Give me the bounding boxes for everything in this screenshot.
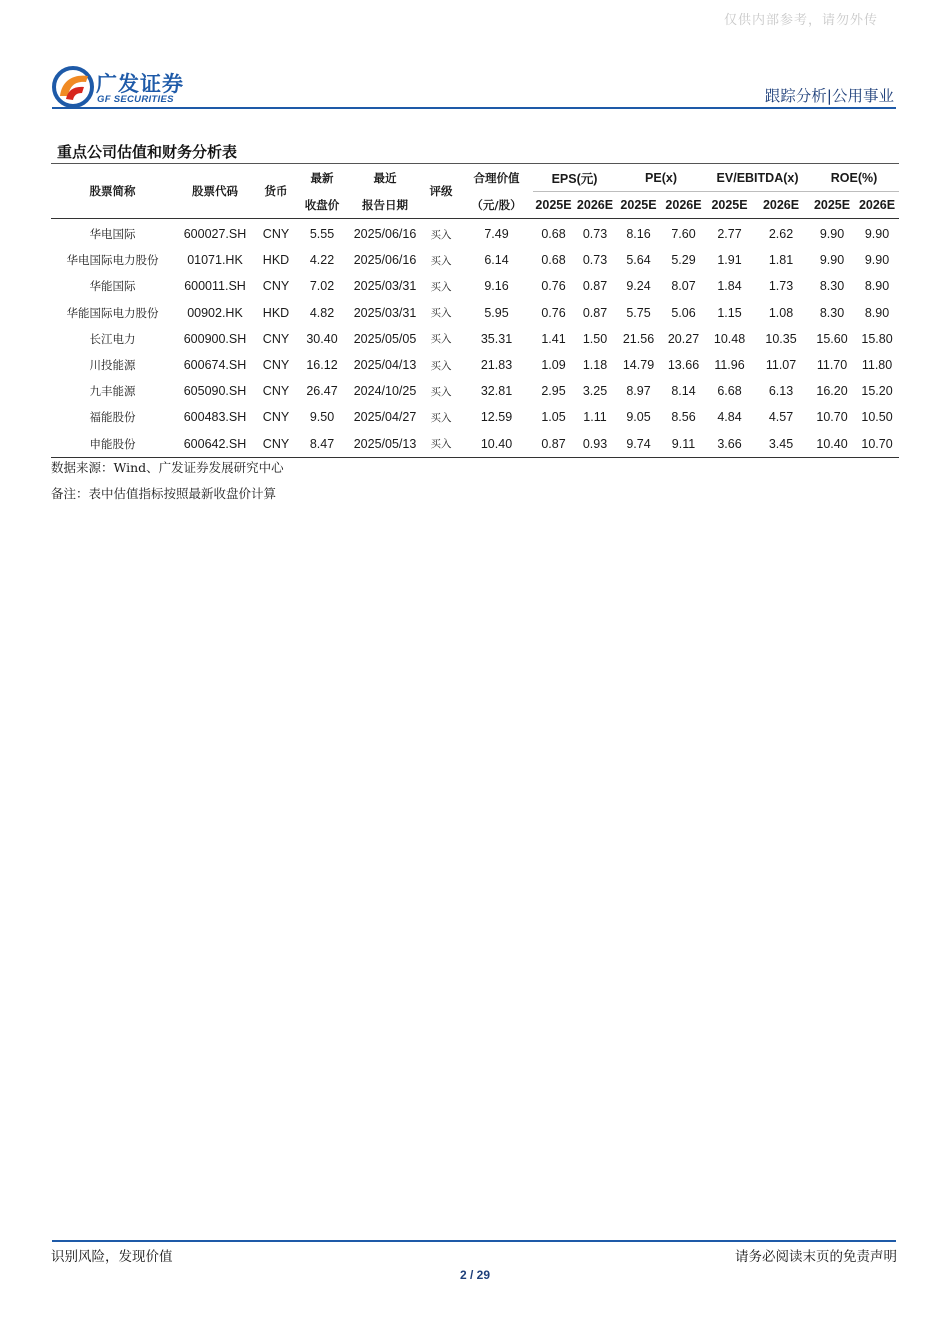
cell-pe-2025e: 14.79 [622, 358, 655, 373]
cell-price: 16.12 [306, 358, 338, 373]
table-row [51, 300, 899, 326]
header-target-1: 合理价值 [460, 164, 533, 192]
table-row [51, 378, 899, 404]
cell-ev-2026e: 2.62 [768, 227, 794, 242]
cell-ev-2025e: 11.96 [714, 358, 745, 373]
cell-code: 600674.SH [183, 358, 247, 373]
cell-target: 10.40 [460, 431, 533, 458]
table-row [51, 219, 899, 248]
cell-code: 600483.SH [183, 410, 247, 425]
cell-report-date: 2025/03/31 [353, 279, 417, 294]
footer-divider [52, 1240, 896, 1242]
cell-eps-2026e: 1.11 [583, 410, 607, 425]
cell-rating: 买入 [430, 228, 452, 241]
cell-rating: 买入 [430, 333, 452, 346]
cell-ev-2026e: 3.45 [753, 431, 809, 458]
cell-currency: HKD [262, 305, 290, 320]
cell-name: 华能国际 [89, 279, 136, 294]
cell-eps-2025e: 0.68 [541, 227, 566, 242]
cell-code: 01071.HK [187, 253, 243, 268]
cell-target: 9.16 [484, 279, 509, 294]
cell-roe-2025e: 15.60 [816, 331, 848, 346]
footer-disclaimer-link[interactable]: 请务必阅读末页的免责声明 [735, 1249, 897, 1265]
table-row [51, 326, 899, 352]
header-eps-2026e: 2026E [574, 192, 616, 219]
cell-ev-2025e: 1.91 [717, 253, 742, 268]
table-row [51, 431, 899, 458]
cell-ev-2026e: 11.07 [765, 358, 797, 373]
cell-pe-2026e: 7.60 [671, 227, 696, 242]
cell-ev-2026e: 6.13 [768, 384, 794, 399]
cell-currency: CNY [262, 331, 290, 346]
cell-target: 7.49 [484, 227, 509, 242]
cell-roe-2026e: 11.80 [861, 358, 893, 373]
cell-price: 4.82 [309, 305, 335, 320]
header-roe-2025e: 2025E [809, 192, 855, 219]
cell-pe-2026e: 13.66 [667, 358, 700, 373]
header-ev-ebitda: EV/EBITDA(x) [706, 164, 809, 192]
cell-eps-2026e: 0.73 [582, 253, 608, 268]
report-section: 跟踪分析|公用事业 [764, 87, 894, 105]
cell-rating: 买入 [430, 385, 452, 398]
cell-name: 长江电力 [89, 331, 136, 346]
cell-ev-2025e: 1.15 [717, 305, 742, 320]
header-rating: 评级 [422, 164, 460, 219]
cell-target: 35.31 [480, 331, 513, 346]
cell-pe-2025e: 9.05 [626, 410, 651, 425]
valuation-table [51, 163, 899, 458]
cell-eps-2025e: 2.95 [541, 384, 566, 399]
cell-code: 600011.SH [184, 279, 246, 294]
cell-code: 605090.SH [183, 384, 247, 399]
cell-price: 9.50 [309, 410, 335, 425]
table-body [51, 219, 899, 458]
brand-name-en: GF SECURITIES [97, 94, 174, 105]
cell-pe-2026e: 5.29 [671, 253, 696, 268]
cell-pe-2025e: 5.64 [626, 253, 651, 268]
cell-report-date: 2025/05/13 [348, 431, 422, 458]
cell-eps-2025e: 0.87 [533, 431, 574, 458]
brand-name-cn: 广发证券 [96, 72, 184, 96]
cell-rating: 买入 [430, 307, 452, 320]
cell-eps-2026e: 1.18 [582, 358, 608, 373]
table-header-row [51, 164, 899, 192]
cell-name: 华电国际 [89, 227, 136, 242]
cell-target: 5.95 [484, 305, 509, 320]
cell-report-date: 2025/04/13 [353, 358, 417, 373]
cell-report-date: 2025/04/27 [353, 410, 417, 425]
cell-roe-2025e: 8.30 [819, 279, 845, 294]
cell-roe-2025e: 10.40 [809, 431, 855, 458]
watermark: 仅供内部参考，请勿外传 [723, 13, 878, 28]
cell-currency: CNY [262, 279, 290, 294]
remark-note: 备注：表中估值指标按照最新收盘价计算 [51, 486, 277, 501]
cell-roe-2026e: 15.80 [861, 331, 893, 346]
cell-eps-2026e: 0.73 [582, 227, 608, 242]
header-pe-2025e: 2025E [616, 192, 661, 219]
header-roe-2026e: 2026E [855, 192, 899, 219]
cell-rating: 买入 [422, 431, 460, 458]
cell-target: 12.59 [480, 410, 513, 425]
cell-rating: 买入 [430, 280, 452, 293]
cell-target: 6.14 [484, 253, 509, 268]
cell-rating: 买入 [430, 359, 452, 372]
cell-code: 600900.SH [183, 331, 247, 346]
cell-ev-2026e: 1.08 [768, 305, 794, 320]
cell-name: 九丰能源 [89, 384, 136, 399]
cell-price: 7.02 [309, 279, 335, 294]
cell-currency: CNY [262, 358, 290, 373]
cell-ev-2025e: 2.77 [717, 227, 742, 242]
header-eps: EPS(元) [533, 164, 616, 192]
cell-pe-2025e: 9.74 [616, 431, 661, 458]
cell-name: 华能国际电力股份 [66, 305, 159, 320]
cell-ev-2026e: 1.81 [768, 253, 794, 268]
page-number: 2 / 29 [459, 1268, 491, 1282]
gf-logo-icon [52, 66, 94, 108]
header-pe: PE(x) [616, 164, 706, 192]
cell-eps-2026e: 0.93 [574, 431, 616, 458]
cell-eps-2025e: 1.09 [541, 358, 566, 373]
cell-eps-2025e: 1.05 [541, 410, 566, 425]
header-code: 股票代码 [174, 164, 256, 219]
header-report-2: 报告日期 [348, 192, 422, 219]
header-ev-2026e: 2026E [753, 192, 809, 219]
cell-pe-2025e: 5.75 [626, 305, 651, 320]
cell-pe-2025e: 8.97 [626, 384, 651, 399]
cell-roe-2025e: 9.90 [819, 227, 845, 242]
cell-report-date: 2025/03/31 [353, 305, 417, 320]
cell-price: 26.47 [306, 384, 338, 399]
cell-roe-2026e: 9.90 [864, 227, 890, 242]
cell-roe-2025e: 8.30 [819, 305, 845, 320]
cell-eps-2025e: 0.68 [541, 253, 566, 268]
cell-roe-2025e: 11.70 [816, 358, 848, 373]
cell-ev-2026e: 1.73 [768, 279, 794, 294]
data-source-note: 数据来源：Wind、广发证券发展研究中心 [51, 460, 284, 475]
cell-code: 600642.SH [174, 431, 256, 458]
cell-rating: 买入 [430, 411, 452, 424]
cell-code: 600027.SH [183, 227, 247, 242]
cell-currency: HKD [262, 253, 290, 268]
table-row [51, 404, 899, 430]
header-report-1: 最近 [348, 164, 422, 192]
table-row [51, 273, 899, 299]
cell-ev-2025e: 4.84 [717, 410, 742, 425]
table-row [51, 247, 899, 273]
cell-name: 川投能源 [89, 358, 136, 373]
cell-roe-2026e: 15.20 [861, 384, 893, 399]
cell-currency: CNY [256, 431, 296, 458]
cell-roe-2026e: 8.90 [864, 279, 890, 294]
cell-ev-2025e: 6.68 [717, 384, 742, 399]
cell-name: 申能股份 [51, 431, 174, 458]
cell-code: 00902.HK [187, 305, 243, 320]
cell-price: 8.47 [296, 431, 348, 458]
cell-price: 5.55 [309, 227, 335, 242]
cell-eps-2026e: 1.50 [582, 331, 608, 346]
cell-pe-2026e: 8.07 [671, 279, 696, 294]
cell-target: 21.83 [480, 358, 513, 373]
cell-roe-2026e: 8.90 [864, 305, 890, 320]
cell-roe-2026e: 10.50 [861, 410, 893, 425]
cell-roe-2025e: 16.20 [816, 384, 848, 399]
cell-name: 福能股份 [89, 410, 136, 425]
header-target-2: （元/股） [460, 192, 533, 219]
cell-pe-2026e: 8.14 [671, 384, 696, 399]
header-pe-2026e: 2026E [661, 192, 706, 219]
cell-price: 30.40 [306, 331, 338, 346]
cell-report-date: 2024/10/25 [353, 384, 417, 399]
header-name: 股票简称 [51, 164, 174, 219]
table-title: 重点公司估值和财务分析表 [57, 143, 238, 161]
footer-slogan: 识别风险，发现价值 [51, 1249, 173, 1265]
cell-eps-2025e: 0.76 [541, 305, 566, 320]
cell-ev-2025e: 3.66 [706, 431, 753, 458]
cell-eps-2026e: 3.25 [582, 384, 608, 399]
cell-target: 32.81 [480, 384, 513, 399]
cell-pe-2026e: 5.06 [671, 305, 696, 320]
cell-pe-2025e: 21.56 [622, 331, 655, 346]
header-roe: ROE(%) [809, 164, 899, 192]
cell-roe-2025e: 10.70 [816, 410, 848, 425]
cell-currency: CNY [262, 384, 290, 399]
gf-logo [52, 66, 202, 108]
cell-ev-2026e: 4.57 [768, 410, 794, 425]
header-ev-2025e: 2025E [706, 192, 753, 219]
cell-ev-2025e: 10.48 [713, 331, 746, 346]
cell-report-date: 2025/05/05 [353, 331, 417, 346]
cell-currency: CNY [262, 410, 290, 425]
cell-name: 华电国际电力股份 [66, 253, 159, 268]
cell-currency: CNY [262, 227, 290, 242]
cell-pe-2026e: 20.27 [667, 331, 700, 346]
cell-ev-2025e: 1.84 [717, 279, 742, 294]
cell-eps-2025e: 0.76 [541, 279, 566, 294]
header-divider [52, 107, 896, 109]
table-row [51, 352, 899, 378]
cell-pe-2025e: 9.24 [626, 279, 651, 294]
cell-pe-2026e: 9.11 [661, 431, 706, 458]
cell-roe-2026e: 10.70 [855, 431, 899, 458]
cell-pe-2026e: 8.56 [671, 410, 696, 425]
header-price-1: 最新 [296, 164, 348, 192]
cell-rating: 买入 [430, 254, 452, 267]
cell-report-date: 2025/06/16 [353, 227, 417, 242]
header-price-2: 收盘价 [296, 192, 348, 219]
cell-price: 4.22 [309, 253, 335, 268]
cell-report-date: 2025/06/16 [353, 253, 417, 268]
cell-roe-2026e: 9.90 [864, 253, 890, 268]
cell-eps-2025e: 1.41 [541, 331, 566, 346]
header-eps-2025e: 2025E [533, 192, 574, 219]
header-currency: 货币 [256, 164, 296, 219]
cell-eps-2026e: 0.87 [582, 305, 608, 320]
cell-eps-2026e: 0.87 [582, 279, 608, 294]
cell-roe-2025e: 9.90 [819, 253, 845, 268]
cell-pe-2025e: 8.16 [626, 227, 651, 242]
cell-ev-2026e: 10.35 [765, 331, 797, 346]
